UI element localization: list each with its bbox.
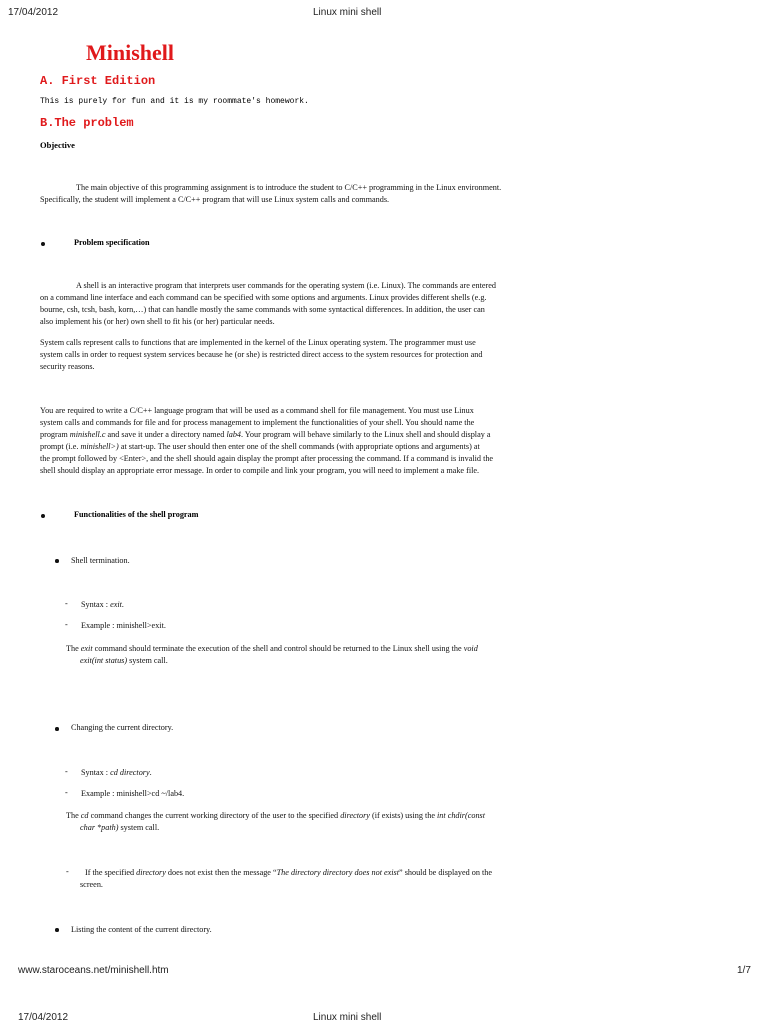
item2-desc-line-1: The cd command changes the current working directory of the user to the specified directory (if exists) using the int chdir(const — [66, 811, 485, 820]
section-a-heading: A. First Edition — [40, 74, 156, 88]
item-change-directory: Changing the current directory. — [71, 723, 174, 732]
header-date: 17/04/2012 — [8, 7, 59, 18]
item1-syntax: Syntax : exit. — [81, 600, 124, 609]
sc-line-1: System calls represent calls to functions that are implemented in the kernel of the Linux operating system. The programmer must use — [40, 338, 476, 347]
ps-line-2: on a command line interface and each command can be specified with some options and arguments. Linux provides different shells (e.g. — [40, 293, 487, 302]
dash: - — [66, 867, 69, 876]
item2-desc-line-2: char *path) system call. — [80, 823, 160, 832]
item2-example: Example : minishell>cd ~/lab4. — [81, 789, 185, 798]
footer-url[interactable]: www.staroceans.net/minishell.htm — [18, 965, 169, 976]
page-title: Minishell — [86, 40, 175, 65]
item2-error-line-1: If the specified directory does not exist then the message “The directory directory does not exist” should be displayed on the — [85, 868, 493, 877]
next-page-header-date: 17/04/2012 — [18, 1012, 69, 1023]
functionalities-heading: Functionalities of the shell program — [74, 510, 199, 519]
item1-desc-line-1: The exit command should terminate the execution of the shell and control should be returned to the Linux shell using the void — [66, 644, 478, 653]
item-list-directory: Listing the content of the current directory. — [71, 925, 212, 934]
bullet — [55, 928, 59, 932]
bullet — [55, 727, 59, 731]
item2-error-line-2: screen. — [80, 880, 103, 889]
footer-page-number: 1/7 — [737, 965, 751, 976]
problem-spec-heading: Problem specification — [74, 238, 150, 247]
item1-example: Example : minishell>exit. — [81, 621, 166, 630]
dash: - — [65, 599, 68, 608]
req-line-3: program minishell.c and save it under a directory named lab4. Your program will behave similarly to the Linux shell and should display a — [40, 430, 491, 439]
sc-line-2: system calls in order to request system services because he (or she) is restricted direct access to the system resources for protection and — [40, 350, 483, 359]
bullet — [41, 514, 45, 518]
req-line-1: You are required to write a C/C++ language program that will be used as a command shell for file management. You must use Linux — [40, 406, 474, 415]
bullet — [55, 559, 59, 563]
item1-desc-line-2: exit(int status) system call. — [80, 656, 168, 665]
ps-line-1: A shell is an interactive program that interprets user commands for the operating system (i.e. Linux). The commands are entered — [76, 281, 497, 290]
bullet — [41, 242, 45, 246]
dash: - — [65, 788, 68, 797]
section-b-heading: B.The problem — [40, 116, 134, 130]
header-title: Linux mini shell — [313, 7, 382, 18]
objective-line-1: The main objective of this programming assignment is to introduce the student to C/C++ programming in the Linux environment. — [76, 183, 502, 192]
dash: - — [65, 620, 68, 629]
item2-syntax: Syntax : cd directory. — [81, 768, 152, 777]
sc-line-3: security reasons. — [40, 362, 95, 371]
objective-line-2: Specifically, the student will implement a C/C++ program that will use Linux system calls and commands. — [40, 195, 390, 204]
next-page-header-title: Linux mini shell — [313, 1012, 382, 1023]
dash: - — [65, 767, 68, 776]
item-shell-termination: Shell termination. — [71, 556, 130, 565]
ps-line-4: also implement his (or her) own shell to fit his (or her) particular needs. — [40, 317, 275, 326]
objective-label: Objective — [40, 140, 75, 150]
req-line-4: prompt (i.e. minishell>) at start-up. The user should then enter one of the shell commands (with appropriate options and arguments) at — [40, 442, 480, 451]
section-a-text: This is purely for fun and it is my roommate's homework. — [40, 97, 309, 106]
req-line-6: shell should display an appropriate error message. In order to compile and link your program, you will need to implement a make file. — [40, 466, 480, 475]
req-line-2: system calls and commands for file and for process management to implement the functionalities of your shell. You should name the — [40, 418, 475, 427]
req-line-5: the prompt followed by <Enter>, and the shell should again display the prompt after processing the command. If a command is invalid the — [40, 454, 494, 463]
ps-line-3: bourne, csh, tcsh, bash, korn,…) that can handle mostly the same commands with some syntactical differences. In addition, the user can — [40, 305, 485, 314]
